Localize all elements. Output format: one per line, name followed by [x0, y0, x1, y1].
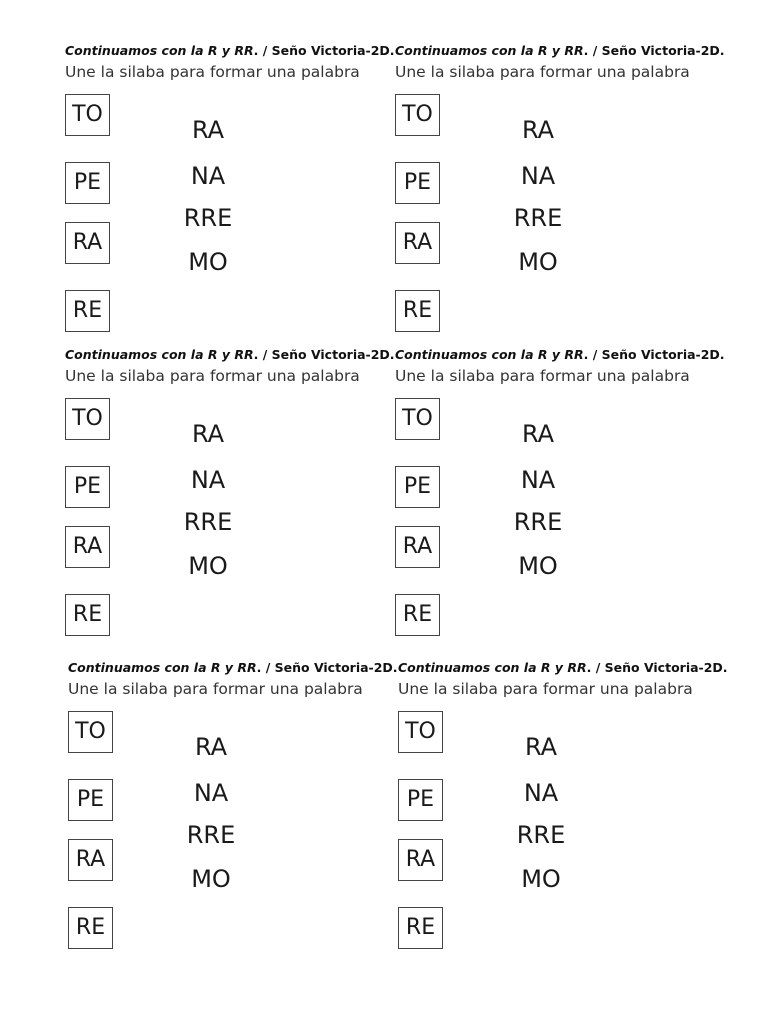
loose-syllable: NA: [520, 162, 556, 190]
loose-syllable: RA: [524, 733, 558, 761]
header-series-title: Continuamos con la R y RR: [65, 347, 254, 362]
exercise-panel: [68, 659, 398, 940]
loose-syllable: MO: [188, 248, 228, 276]
panel-header: [68, 659, 398, 676]
loose-syllable: MO: [188, 552, 228, 580]
loose-syllable: RA: [191, 420, 225, 448]
instruction-text: Une la silaba para formar una palabra: [65, 367, 360, 385]
boxed-syllable: PE: [398, 779, 443, 821]
loose-syllable: RA: [191, 116, 225, 144]
instruction-text: Une la silaba para formar una palabra: [398, 680, 693, 698]
header-series-title: Continuamos con la R y RR: [395, 43, 584, 58]
boxed-syllable: TO: [65, 398, 110, 440]
loose-syllable: RRE: [513, 204, 563, 232]
header-teacher-class: . / Seño Victoria-2D.: [583, 43, 725, 58]
boxed-syllable: PE: [395, 162, 440, 204]
boxed-syllable: RE: [65, 594, 110, 636]
boxed-syllable: RE: [68, 907, 113, 949]
loose-syllable: RRE: [183, 204, 233, 232]
boxed-syllable: TO: [395, 94, 440, 136]
boxed-syllable: RA: [65, 222, 110, 264]
header-series-title: Continuamos con la R y RR: [398, 660, 587, 675]
loose-syllable: MO: [191, 865, 231, 893]
boxed-syllable: PE: [65, 162, 110, 204]
loose-syllable: NA: [190, 162, 226, 190]
loose-syllable: NA: [523, 779, 559, 807]
loose-syllable: RA: [194, 733, 228, 761]
boxed-syllable: TO: [395, 398, 440, 440]
loose-syllable: MO: [521, 865, 561, 893]
panel-header: [395, 346, 725, 363]
loose-syllable: RRE: [183, 508, 233, 536]
boxed-syllable: RA: [65, 526, 110, 568]
instruction-text: Une la silaba para formar una palabra: [68, 680, 363, 698]
loose-syllable: RRE: [516, 821, 566, 849]
header-teacher-class: . / Seño Victoria-2D.: [586, 660, 728, 675]
instruction-text: Une la silaba para formar una palabra: [395, 367, 690, 385]
header-teacher-class: . / Seño Victoria-2D.: [253, 43, 395, 58]
loose-syllable: NA: [193, 779, 229, 807]
panel-header: [395, 42, 725, 59]
loose-syllable: RRE: [513, 508, 563, 536]
loose-syllable: MO: [518, 248, 558, 276]
loose-syllable: RA: [521, 420, 555, 448]
boxed-syllable: PE: [68, 779, 113, 821]
boxed-syllable: RA: [395, 526, 440, 568]
header-series-title: Continuamos con la R y RR: [395, 347, 584, 362]
panel-header: [65, 346, 395, 363]
header-series-title: Continuamos con la R y RR: [68, 660, 257, 675]
boxed-syllable: TO: [398, 711, 443, 753]
boxed-syllable: RE: [395, 594, 440, 636]
boxed-syllable: TO: [68, 711, 113, 753]
instruction-text: Une la silaba para formar una palabra: [65, 63, 360, 81]
boxed-syllable: PE: [65, 466, 110, 508]
boxed-syllable: RE: [395, 290, 440, 332]
exercise-panel: [65, 42, 395, 323]
loose-syllable: MO: [518, 552, 558, 580]
boxed-syllable: RE: [398, 907, 443, 949]
boxed-syllable: RA: [395, 222, 440, 264]
exercise-panel: [65, 346, 395, 627]
loose-syllable: NA: [520, 466, 556, 494]
loose-syllable: RA: [521, 116, 555, 144]
boxed-syllable: RE: [65, 290, 110, 332]
boxed-syllable: RA: [398, 839, 443, 881]
boxed-syllable: TO: [65, 94, 110, 136]
exercise-panel: [395, 42, 725, 323]
panel-header: [65, 42, 395, 59]
loose-syllable: NA: [190, 466, 226, 494]
header-teacher-class: . / Seño Victoria-2D.: [583, 347, 725, 362]
exercise-panel: [398, 659, 728, 940]
boxed-syllable: PE: [395, 466, 440, 508]
boxed-syllable: RA: [68, 839, 113, 881]
panel-header: [398, 659, 728, 676]
header-teacher-class: . / Seño Victoria-2D.: [256, 660, 398, 675]
instruction-text: Une la silaba para formar una palabra: [395, 63, 690, 81]
loose-syllable: RRE: [186, 821, 236, 849]
header-series-title: Continuamos con la R y RR: [65, 43, 254, 58]
exercise-panel: [395, 346, 725, 627]
header-teacher-class: . / Seño Victoria-2D.: [253, 347, 395, 362]
